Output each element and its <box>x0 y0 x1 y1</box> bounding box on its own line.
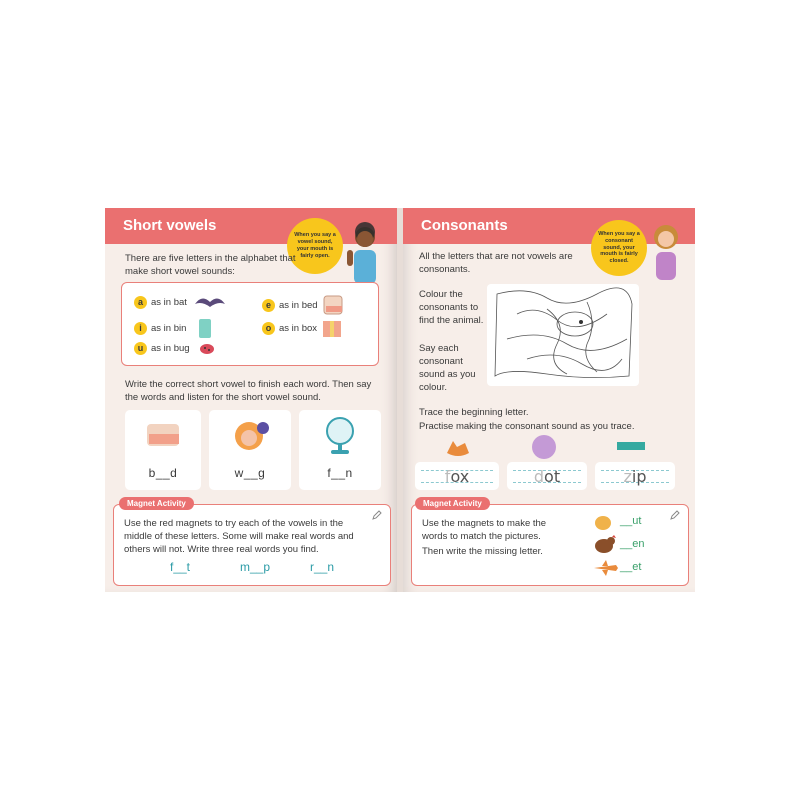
vowel-a <box>134 294 227 310</box>
vowel-u <box>134 340 218 356</box>
vowel-example: as in bin <box>151 322 187 334</box>
instruction-text: Write the correct short vowel to finish each word. Then say the words and listen for the short vowel sound. <box>125 379 372 403</box>
magnet-word[interactable]: f__t <box>170 560 191 574</box>
pencil-icon <box>670 510 680 520</box>
trace-word-zip: zip <box>623 467 647 486</box>
magnet-activity-label: Magnet Activity <box>415 497 490 510</box>
vowel-o <box>262 317 343 339</box>
vowel-example: as in bug <box>151 342 190 354</box>
magnet-word[interactable]: m__p <box>240 560 271 574</box>
colour-puzzle[interactable] <box>487 284 639 386</box>
word-blank[interactable]: w__g <box>234 466 266 480</box>
hen-icon <box>592 535 618 555</box>
vowel-example: as in bat <box>151 296 187 308</box>
magnet-text: Use the red magnets to try each of the vowels in the middle of these letters. Some will make real words and others will not. Write three real words you find. <box>124 518 354 555</box>
vowel-example: as in box <box>279 322 318 334</box>
magnet-word[interactable]: r__n <box>310 560 335 574</box>
pencil-icon <box>372 510 382 520</box>
trace-word-fox: fox <box>444 467 470 486</box>
fox-icon <box>443 433 473 461</box>
vowel-letter: e <box>262 299 275 312</box>
magnet-activity-box <box>113 504 391 586</box>
puzzle-picture <box>487 284 639 386</box>
dot-icon <box>531 434 557 460</box>
page-short-vowels <box>105 208 397 592</box>
jet-icon <box>592 559 620 577</box>
page-title: Consonants <box>421 217 508 234</box>
say-text: Say each consonant sound as you colour. <box>419 343 476 393</box>
trace-card[interactable] <box>507 462 587 490</box>
vowel-e <box>262 294 346 316</box>
missing-letter[interactable]: __et <box>620 561 642 573</box>
boy-illustration <box>345 220 385 288</box>
colour-text: Colour the consonants to find the animal. <box>419 289 484 326</box>
magnet-activity-box <box>411 504 689 586</box>
word-blank[interactable]: f__n <box>327 466 353 480</box>
intro-text: There are five letters in the alphabet that make short vowel sounds: <box>125 253 296 277</box>
vowel-box <box>121 282 379 366</box>
vowel-i <box>134 317 216 339</box>
word-card <box>125 410 201 490</box>
vowel-letter: a <box>134 296 147 309</box>
bug-icon <box>196 340 218 356</box>
page-consonants <box>403 208 695 592</box>
trace-card[interactable] <box>415 462 499 490</box>
magnet-activity-label: Magnet Activity <box>119 497 194 510</box>
trace-subtitle: Practise making the consonant sound as you trace. <box>419 421 635 432</box>
bin-icon <box>194 317 216 339</box>
speech-bubble: When you say a consonant sound, your mouth is fairly closed. <box>591 220 647 276</box>
page-title: Short vowels <box>123 217 217 234</box>
word-card <box>209 410 291 490</box>
trace-title: Trace the beginning letter. <box>419 407 529 418</box>
zip-icon <box>615 440 647 452</box>
fan-picture <box>323 416 357 456</box>
vowel-letter: u <box>134 342 147 355</box>
box-icon <box>321 317 343 339</box>
magnet-text-2: Then write the missing letter. <box>422 546 543 557</box>
word-blank[interactable]: b__d <box>148 466 178 480</box>
bat-icon <box>193 294 227 310</box>
trace-word-dot: dot <box>533 467 561 486</box>
bed-icon <box>322 294 346 316</box>
bed-picture <box>145 418 181 450</box>
missing-letter[interactable]: __ut <box>620 515 642 527</box>
trace-card[interactable] <box>595 462 675 490</box>
speech-bubble: When you say a vowel sound, your mouth is fairly open. <box>287 218 343 274</box>
magnet-text: Use the magnets to make the words to match the pictures. <box>422 518 547 542</box>
wig-picture <box>231 418 273 452</box>
vowel-example: as in bed <box>279 299 318 311</box>
word-card <box>299 410 381 490</box>
vowel-letter: i <box>134 322 147 335</box>
nut-icon <box>592 513 614 533</box>
intro-text: All the letters that are not vowels are consonants. <box>419 251 573 275</box>
workbook-spread <box>105 208 695 592</box>
missing-letter[interactable]: __en <box>620 538 645 550</box>
vowel-letter: o <box>262 322 275 335</box>
girl-illustration <box>649 222 683 282</box>
